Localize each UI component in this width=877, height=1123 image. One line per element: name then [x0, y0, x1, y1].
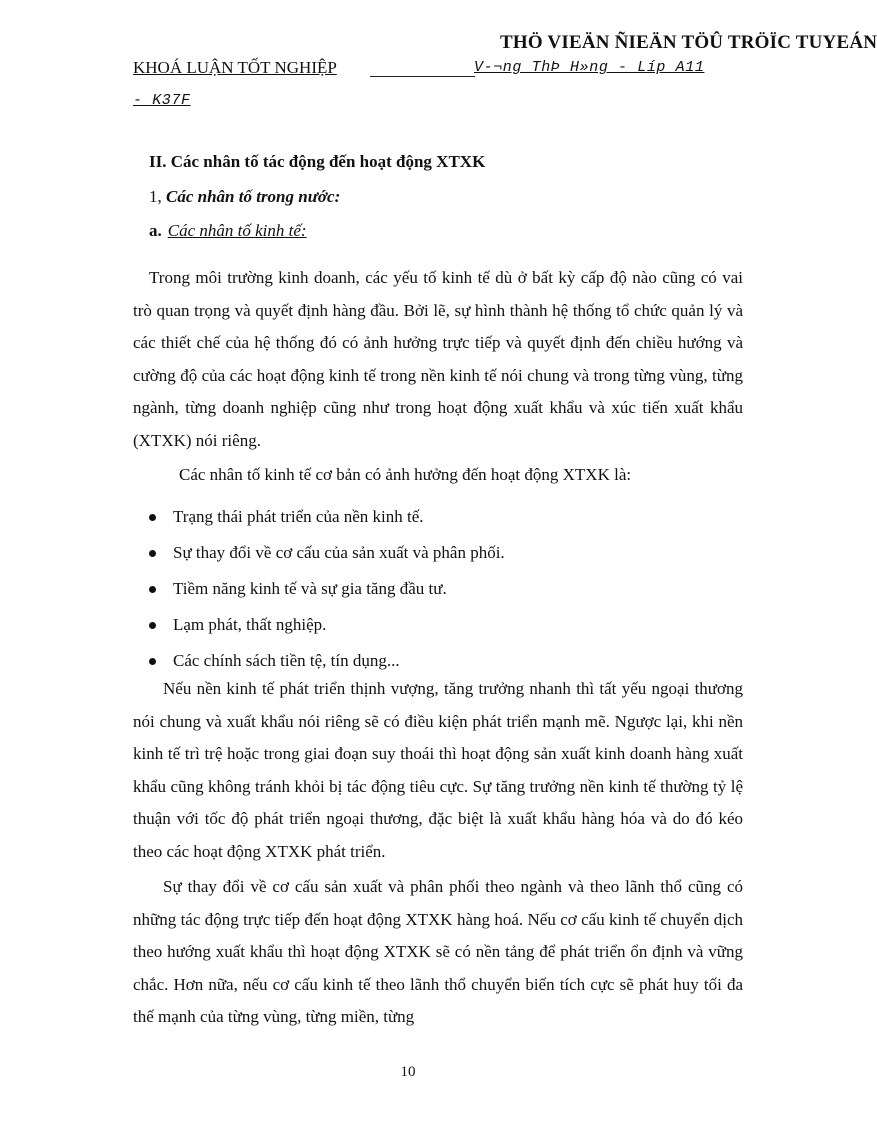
subsection-heading [149, 187, 340, 207]
list-item-text: Các chính sách tiền tệ, tín dụng... [173, 651, 400, 670]
section-heading: II. Các nhân tố tác động đến hoạt động XTXK [149, 152, 486, 171]
list-item-text: Tiềm năng kinh tế và sự gia tăng đầu tư. [173, 579, 447, 598]
factor-list [149, 499, 505, 679]
list-item-text: Lạm phát, thất nghiệp. [173, 615, 327, 634]
subsubsection-number: a. [149, 221, 162, 240]
bullet-icon [149, 622, 156, 629]
paragraph-1: Trong môi trường kinh doanh, các yếu tố kinh tế dù ở bất kỳ cấp độ nào cũng có vai trò quan trọng và quyết định hàng đầu. Bởi lẽ, sự hình thành hệ thống tổ chức quản lý và các thiết chế của hệ thống đó có ảnh hưởng trực tiếp và quyết định đến chiều hướng và cường độ của các hoạt động kinh tế trong nền kinh tế nói chung và trong từng vùng, từng ngành, từng doanh nghiệp cũng như trong hoạt động xuất khẩu và xúc tiến xuất khẩu (XTXK) nói riêng. [133, 268, 743, 450]
list-item [149, 499, 505, 535]
bullet-icon [149, 550, 156, 557]
library-watermark: THÖ VIEÄN ÑIEÄN TÖÛ TRÖÏC TUYEÁN [500, 32, 877, 53]
subsubsection-heading [149, 221, 307, 241]
header-thesis-label: KHOÁ LUẬN TỐT NGHIỆP [133, 58, 337, 77]
header-author-cont: - K37F [133, 92, 191, 109]
list-item [149, 607, 505, 643]
bullet-icon [149, 586, 156, 593]
subsection-title: Các nhân tố trong nước: [166, 187, 341, 206]
header-rule [370, 76, 475, 77]
subsubsection-title: Các nhân tố kinh tế: [167, 221, 307, 240]
list-item [149, 571, 505, 607]
paragraph-2: Nếu nền kinh tế phát triển thịnh vượng, tăng trưởng nhanh thì tất yếu ngoại thương nói chung và xuất khẩu nói riêng sẽ có điều kiện phát triển mạnh mẽ. Ngược lại, khi nền kinh tế trì trệ hoặc trong giai đoạn suy thoái thì hoạt động sản xuất kinh doanh hàng xuất khẩu cũng không tránh khỏi bị tác động tiêu cực. Sự tăng trưởng nền kinh tế thường tỷ lệ thuận với tốc độ phát triển ngoại thương, đặc biệt là xuất khẩu hàng hóa và do đó kéo theo các hoạt động XTXK phát triển. [133, 679, 743, 861]
paragraph-3: Sự thay đổi về cơ cấu sản xuất và phân phối theo ngành và theo lãnh thổ cũng có những tác động trực tiếp đến hoạt động XTXK hàng hoá. Nếu cơ cấu kinh tế chuyển dịch theo hướng xuất khẩu thì hoạt động XTXK sẽ có nền tảng để phát triển ổn định và vững chắc. Hơn nữa, nếu cơ cấu kinh tế theo lãnh thổ chuyển biến tích cực sẽ phát huy tối đa thế mạnh của từng vùng, từng miền, từng [133, 877, 743, 1026]
bullet-icon [149, 514, 156, 521]
bullet-intro: Các nhân tố kinh tế cơ bản có ảnh hưởng đến hoạt động XTXK là: [179, 465, 632, 484]
list-item-text: Trạng thái phát triển của nền kinh tế. [173, 507, 424, 526]
list-item [149, 535, 505, 571]
bullet-icon [149, 658, 156, 665]
header-author: V-¬ng ThÞ H»ng - Líp A11 [474, 59, 705, 76]
subsection-number: 1, [149, 187, 162, 206]
list-item-text: Sự thay đổi về cơ cấu của sản xuất và phân phối. [173, 543, 505, 562]
page-number: 10 [400, 1064, 416, 1080]
